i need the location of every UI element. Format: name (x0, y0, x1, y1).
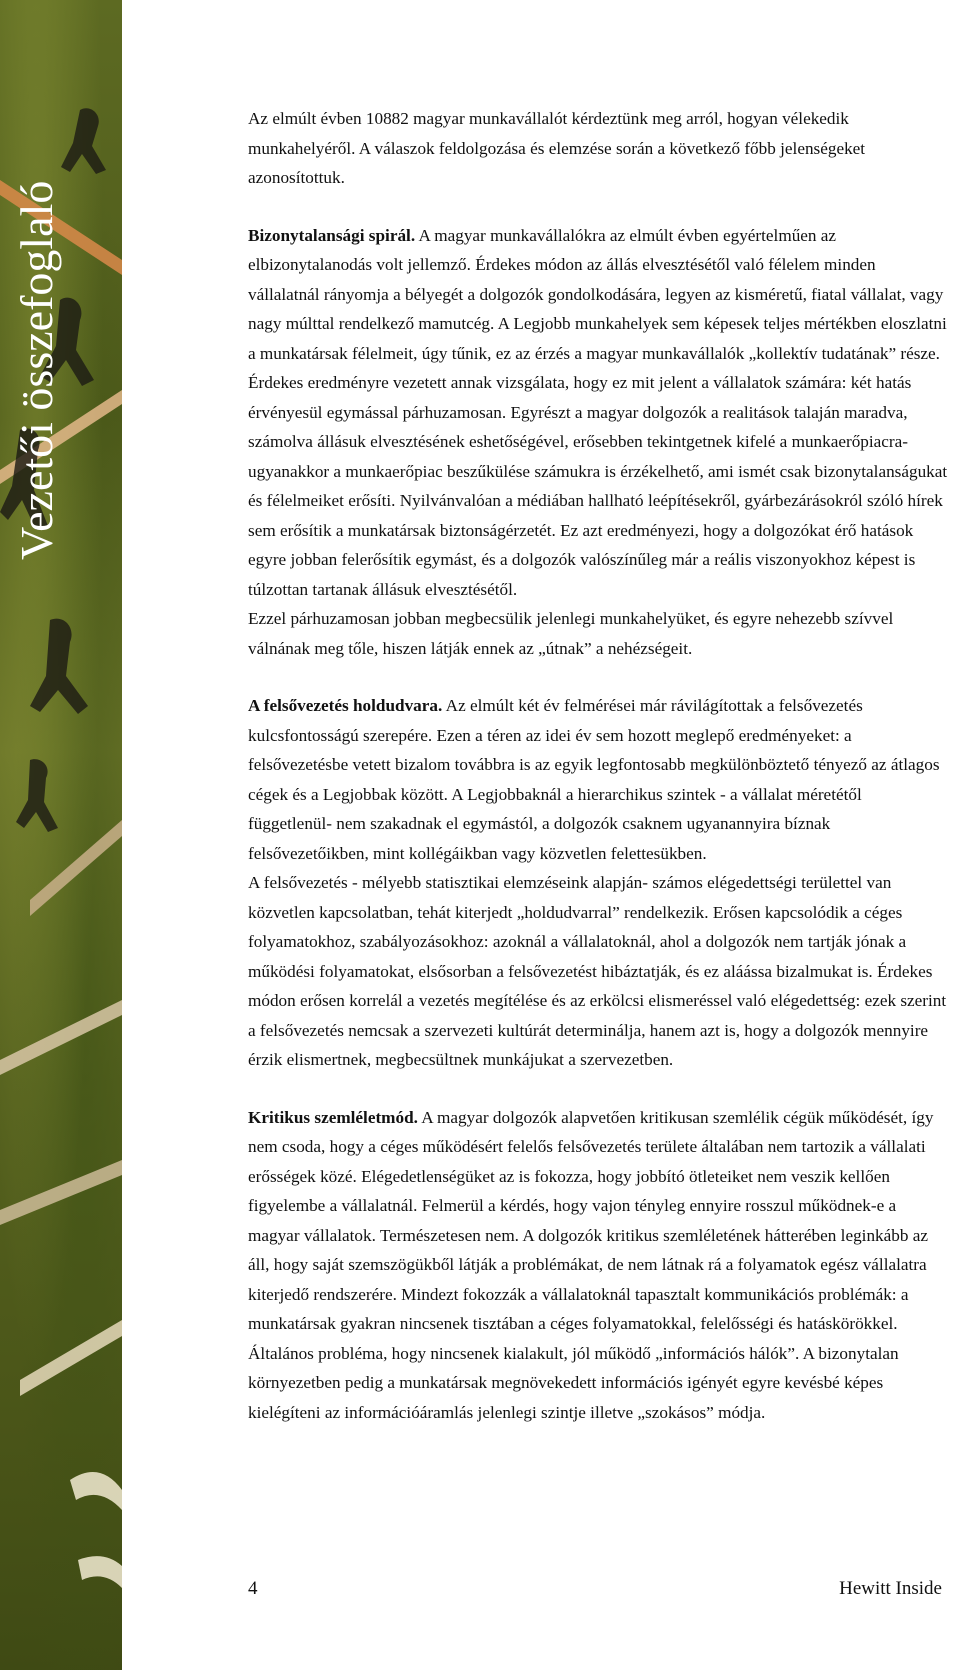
section-paragraph: A magyar dolgozók alapvetően kritikusan szemlélik cégük működését, így nem csoda, hogy a céges működésért felelős felsővezetés területe általában nem tartozik a vállalati erősségek közé. Elégedetlenségüket az is fokozza, hogy jobbító ötleteiket nem veszik kellően figyelembe a vállalatnál. Felmerül a kérdés, hogy vajon tényleg ennyire rosszul működnek-e a magyar vállalatok. Természetesen nem. A dolgozók kritikus szemléletének hátterében leginkább az áll, hogy saját szemszögükből látják a problémákat, de nem látnak rá a folyamatok egész vállalatra kiterjedő rendszerére. Mindezt fokozzák a vállalatoknál tapasztalt kommunikációs problémák: a munkatársak gyakran nincsenek tisztában a céges folyamatokkal, felelősségi és hatáskörökkel. Általános probléma, hogy nincsenek kialakult, jól működő „információs hálók”. A bizonytalan környezetben pedig a munkatársak megnövekedett információs igényét egyre kevésbé képes kielégíteni az információáramlás jelenlegi szintje illetve „szokásos” módja. (248, 1107, 934, 1422)
paragraph-gap (248, 663, 948, 691)
field-line (30, 820, 122, 916)
section-paragraph: Érdekes eredményre vezetett annak vizsgálata, hogy ez mit jelent a vállalatok számára: két hatás érvényesül egymással párhuzamosan. Egyrészt a magyar dolgozók a realitások talaján maradva, számolva állásuk elvesztésének eshetőségével, erősebben tekintgetnek kifelé a munkaerőpiacra- ugyanakkor a munkaerőpiac beszűkülése számukra is érzékelhető, ami ismét csak bizonytalanságukat és félelmeiket erősíti. Nyilvánvalóan a médiában hallható leépítésekről, gyárbezárásokról szóló hírek sem erősítik a munkatársak biztonságérzetét. Ez azt eredményezi, hogy a dolgozókat érő hatások egyre jobban felerősítik egymást, és a dolgozók valószínűleg már a reális viszonyokhoz képest is túlzottan tartanak állásuk elvesztésétől. (248, 373, 948, 599)
section-bizonytalansag (248, 221, 948, 369)
section-paragraph: Ezzel párhuzamosan jobban megbecsülik jelenlegi munkahelyüket, és egyre nehezebb szívvel válnának meg tőle, hiszen látják ennek az „útnak” a nehézségeit. (248, 609, 894, 658)
field-line (0, 1160, 122, 1225)
paragraph-gap (248, 193, 948, 221)
section-heading: Kritikus szemléletmód. (248, 1107, 418, 1127)
section-felsovezetes (248, 691, 948, 868)
runner-silhouette (30, 619, 88, 714)
article-body (248, 104, 948, 1427)
field-number (70, 1472, 122, 1510)
section-kritikus (248, 1103, 948, 1428)
section-paragraph: A magyar munkavállalókra az elmúlt évben egyértelműen az elbizonytalanodás volt jellemző. Érdekes módon az állás elvesztésétől való félelem minden vállalatnál rányomja a bélyegét a dolgozók gondolkodására, legyen az kisméretű, fiatal vállalat, vagy nagy múlttal rendelkező mamutcég. A Legjobb munkahelyek sem képesek teljes mértékben eloszlatni a munkatársak félelmeit, úgy tűnik, ez az érzés a magyar munkavállalók „kollektív tudatának” része. (248, 225, 947, 363)
section-heading: Bizonytalansági spirál. (248, 225, 416, 245)
field-number (78, 1556, 122, 1588)
field-line (20, 1320, 122, 1396)
footer-brand: Hewitt Inside (839, 1578, 942, 1599)
section-heading: A felsővezetés holdudvara. (248, 696, 443, 715)
sidebar-photo-band (0, 0, 122, 1670)
paragraph-gap (248, 1075, 948, 1103)
page-number: 4 (248, 1578, 258, 1599)
sidebar-title: Vezetői összefoglaló (11, 180, 62, 560)
intro-paragraph: Az elmúlt évben 10882 magyar munkavállalót kérdeztünk meg arról, hogyan vélekedik munkahelyéről. A válaszok feldolgozása és elemzése során a következő főbb jelenségeket azonosítottuk. (248, 109, 866, 187)
runner-silhouette (16, 759, 58, 832)
section-paragraph: Az elmúlt két év felmérései már rávilágítottak a felsővezetés kulcsfontosságú szerepére. Ezen a téren az idei év sem hozott meglepő eredményeket: a felsővezetésbe vetett bizalom továbbra is az egyik legfontosabb megkülönböztető tényező az átlagos cégek és a Legjobbak között. A Legjobbaknál a hierarchikus szintek - a vállalat méretétől függetlenül- nem szakadnak el egymástól, a dolgozók csaknem ugyanannyira bíznak felsővezetőikben, mint kollégáikban vagy közvetlen felettesükben. (248, 696, 940, 863)
section-paragraph: A felsővezetés - mélyebb statisztikai elemzéseink alapján- számos elégedettségi területtel van közvetlen kapcsolatban, tehát kiterjedt „holdudvarral” rendelkezik. Erősen kapcsolódik a céges folyamatokhoz, szabályozásokhoz: azoknál a vállalatoknál, ahol a dolgozók nem tartják jónak a működési folyamatokat, elsősorban a felsővezetést hibáztatják, és ez aláássa bizalmukat is. Érdekes módon erősen korrelál a vezetés megítélése és az erkölcsi elismeréssel való elégedettség: ezek szerint a felsővezetés nemcsak a szervezeti kultúrát determinálja, hanem azt is, hogy a dolgozók mennyire érzik elismertnek, megbecsültnek munkájukat a szervezetben. (248, 873, 947, 1069)
field-line (0, 1000, 122, 1075)
runner-silhouette (61, 108, 106, 174)
